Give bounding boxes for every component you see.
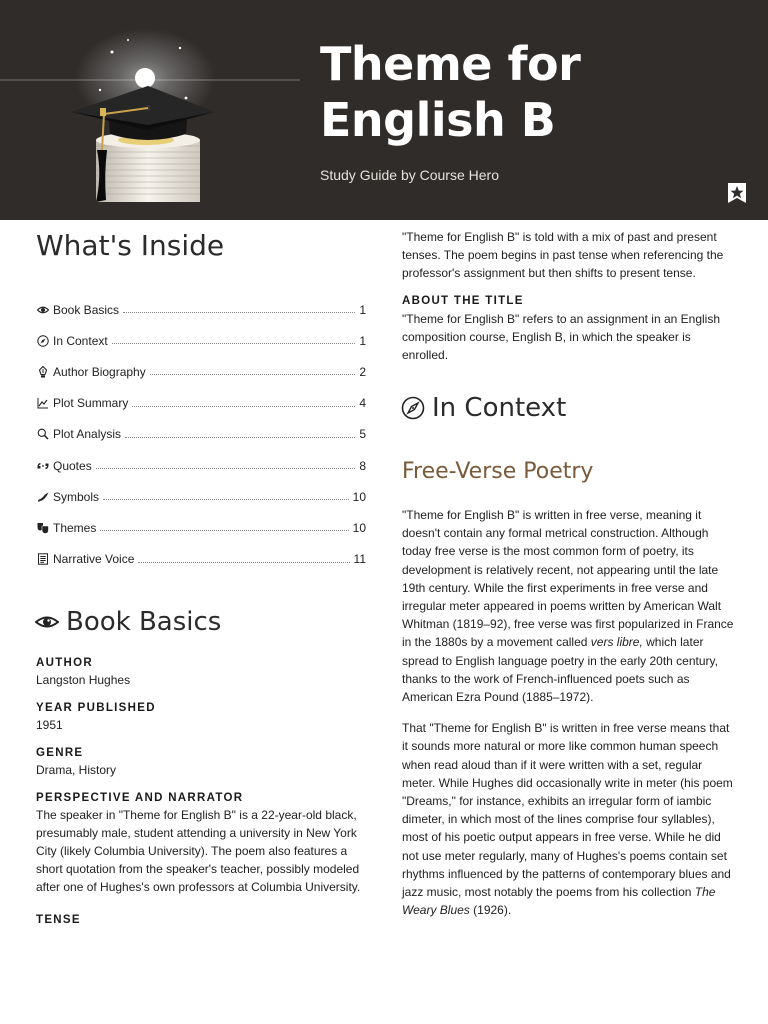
- compass-icon: [36, 334, 50, 348]
- toc-page-number: 5: [359, 427, 366, 442]
- toc-item-book-basics[interactable]: [36, 294, 366, 325]
- toc-leader-dots: [123, 312, 355, 313]
- paragraph-2: [402, 719, 738, 919]
- paragraph-2-text-a: That "Theme for English B" is written in free verse means that it sounds more natural or more like common human speech when read aloud than if it were written with a set, regular meter. While Hughes did occasionally write in meter (his poem "Dreams," for instance, exhibits an irregular form of iambic dimeter, in which most of the lines comprise four syllables), most of his poetic output appears in free verse. While he did not use meter regularly, many of Hughes's poems contain set rhythms influenced by the patterns of contemporary blues and jazz music, most notably the poems from his collection: [402, 721, 733, 900]
- author-value: Langston Hughes: [36, 673, 131, 687]
- free-verse-body: [402, 506, 738, 919]
- toc-item-quotes[interactable]: [36, 450, 366, 481]
- toc-leader-dots: [125, 437, 355, 438]
- author-block: [36, 657, 366, 689]
- toc-leader-dots: [96, 468, 356, 469]
- toc-label: In Context: [53, 333, 108, 348]
- year-value: 1951: [36, 718, 63, 732]
- toc-item-symbols[interactable]: [36, 481, 366, 512]
- tense-block: [36, 914, 366, 926]
- toc-item-in-context[interactable]: [36, 325, 366, 356]
- toc-page-number: 4: [359, 396, 366, 411]
- book-basics-title: Book Basics: [66, 607, 222, 637]
- toc-label: Narrative Voice: [53, 552, 135, 567]
- toc-leader-dots: [138, 562, 349, 563]
- free-verse-section: [402, 459, 738, 484]
- toc-item-plot-analysis[interactable]: [36, 419, 366, 450]
- genre-value: Drama, History: [36, 763, 117, 777]
- graduation-cap-on-books-illustration: [0, 0, 300, 220]
- in-context-heading: [401, 393, 566, 423]
- toc-item-author-biography[interactable]: [36, 356, 366, 387]
- pen-nib-icon: [36, 365, 50, 379]
- toc-page-number: 8: [359, 458, 366, 473]
- eye-icon: [35, 610, 59, 634]
- about-title-text: "Theme for English B" refers to an assignment in an English composition course, English B, in which the speaker is enrolled.: [402, 312, 721, 363]
- subtitle: Study Guide by Course Hero: [320, 167, 499, 183]
- compass-icon: [401, 396, 425, 420]
- toc-label: Quotes: [53, 458, 92, 473]
- about-title-label: ABOUT THE TITLE: [402, 295, 524, 307]
- toc-item-themes[interactable]: [36, 512, 366, 543]
- toc-label: Author Biography: [53, 364, 146, 379]
- toc-leader-dots: [132, 406, 355, 407]
- bird-icon: [36, 490, 50, 504]
- header-banner: [0, 0, 768, 220]
- perspective-label: PERSPECTIVE AND NARRATOR: [36, 792, 244, 804]
- toc-label: Book Basics: [53, 302, 120, 317]
- genre-label: GENRE: [36, 747, 84, 759]
- toc-label: Themes: [53, 520, 97, 535]
- paragraph-2-emphasis: The Weary Blues: [402, 885, 716, 918]
- toc-item-plot-summary[interactable]: [36, 388, 366, 419]
- toc-leader-dots: [103, 499, 349, 500]
- paragraph-1: [402, 506, 738, 706]
- magnifier-icon: [36, 427, 50, 441]
- title-line-2: English B: [320, 93, 556, 147]
- toc-page-number: 10: [352, 489, 366, 504]
- paragraph-1-text-a: "Theme for English B" is written in free verse, meaning it doesn't contain any formal metrical construction. Although today free verse is the most common form of poetry, its development is relatively recent, not appearing until the late 19th century. While the first experiments in free verse and irregular meter appeared in poems written by American Walt Whitman (1819–92), free verse was first popularized in France in the 1880s by a movement called: [402, 508, 734, 650]
- toc-page-number: 11: [353, 552, 366, 567]
- table-of-contents: [36, 294, 366, 575]
- tense-continued: [402, 228, 738, 283]
- page-title: [320, 36, 740, 148]
- toc-page-number: 1: [359, 302, 366, 317]
- title-line-1: Theme for: [320, 37, 581, 91]
- author-label: AUTHOR: [36, 657, 93, 669]
- toc-label: Plot Analysis: [53, 427, 122, 442]
- tense-text: "Theme for English B" is told with a mix of past and present tenses. The poem begins in past tense when referencing the professor's assignment but then shifts to present tense.: [402, 230, 724, 281]
- whats-inside-heading: What's Inside: [36, 229, 225, 262]
- year-label: YEAR PUBLISHED: [36, 702, 156, 714]
- chart-icon: [36, 396, 50, 410]
- toc-leader-dots: [150, 374, 356, 375]
- toc-label: Symbols: [53, 489, 100, 504]
- about-title-block: [402, 295, 738, 365]
- paragraph-1-text-b: which later spread to English language poetry in the early 20th century, thanks to the work of French-influenced poets such as American Ezra Pound (1885–1972).: [402, 635, 718, 705]
- perspective-value: The speaker in "Theme for English B" is a 22-year-old black, presumably male, student attending a university in New York City (likely Columbia University). The poem also features a short quotation from the speaker's teacher, possibly modeled after one of Hughes's own professors at Columbia University.: [36, 808, 361, 894]
- bookmark-star-icon[interactable]: [727, 182, 747, 204]
- toc-label: Plot Summary: [53, 396, 129, 411]
- tense-label: TENSE: [36, 914, 81, 926]
- year-block: [36, 702, 366, 734]
- free-verse-heading: Free-Verse Poetry: [402, 459, 594, 484]
- toc-item-narrative-voice[interactable]: [36, 544, 366, 575]
- book-basics-details: [36, 657, 366, 939]
- genre-block: [36, 747, 366, 779]
- toc-page-number: 10: [352, 520, 366, 535]
- in-context-title: In Context: [432, 393, 567, 423]
- paragraph-2-text-b: (1926).: [469, 903, 512, 918]
- perspective-block: [36, 792, 366, 896]
- paragraph-1-emphasis: vers libre,: [590, 635, 643, 650]
- toc-page-number: 2: [359, 364, 366, 379]
- book-basics-heading: [35, 607, 221, 637]
- toc-page-number: 1: [359, 333, 366, 348]
- masks-icon: [36, 521, 50, 535]
- toc-leader-dots: [112, 343, 356, 344]
- toc-leader-dots: [100, 530, 348, 531]
- document-icon: [36, 552, 50, 566]
- quote-icon: [36, 459, 50, 473]
- eye-icon: [36, 303, 50, 317]
